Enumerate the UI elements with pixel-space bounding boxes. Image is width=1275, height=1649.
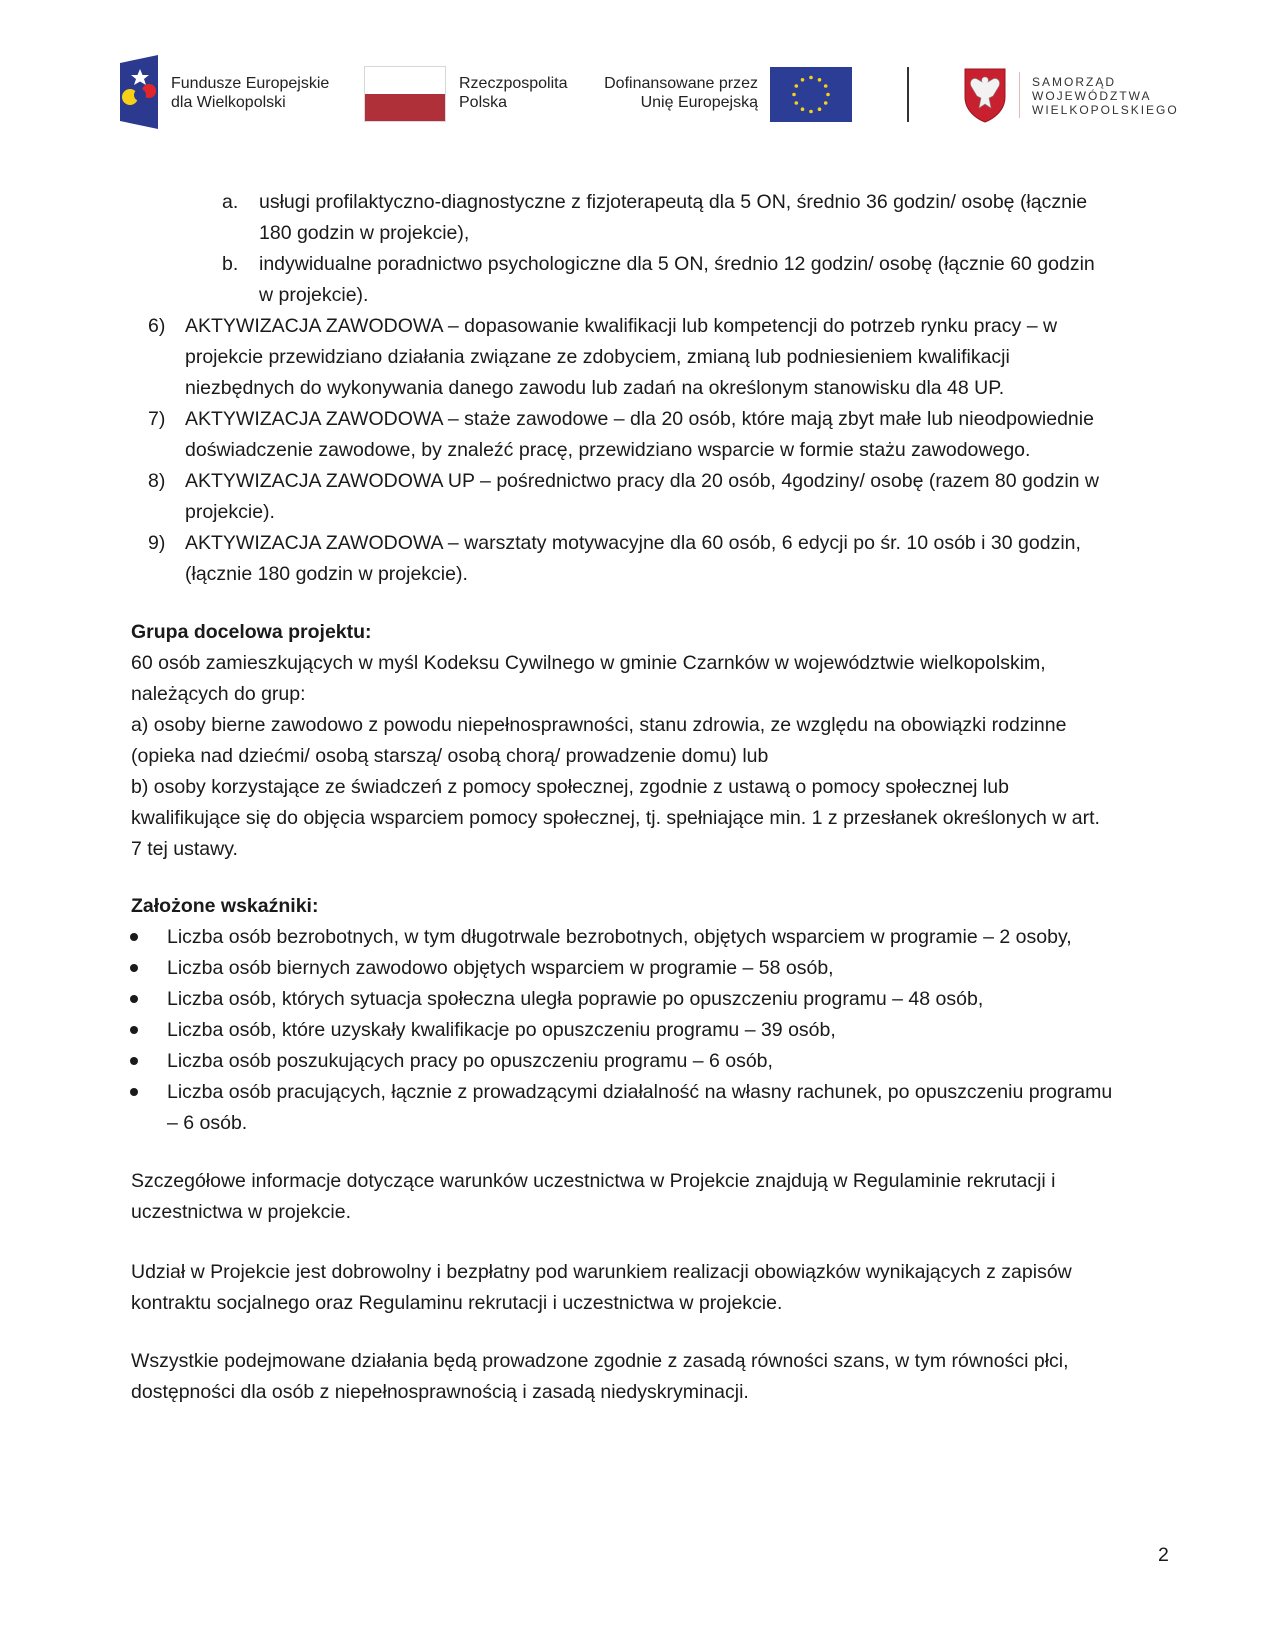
indicator-text: Liczba osób pracujących, łącznie z prowadzącymi działalność na własny rachunek, po opuszczeniu programu: [167, 1081, 1113, 1103]
indicator-text: Liczba osób bezrobotnych, w tym długotrwale bezrobotnych, objętych wsparciem w programie – 2 osoby,: [167, 926, 1072, 948]
indicators-heading: Założone wskaźniki:: [131, 895, 319, 917]
numbered-item-text: projekcie przewidziano działania związane ze zdobyciem, zmianą lub podniesieniem kwalifikacji: [185, 346, 1010, 368]
ue-label-line2: Unię Europejską: [640, 94, 758, 111]
sub-item-marker: a.: [222, 191, 239, 213]
indicator-text: Liczba osób poszukujących pracy po opuszczeniu programu – 6 osób,: [167, 1050, 773, 1072]
indicator-text: Liczba osób, które uzyskały kwalifikacje po opuszczeniu programu – 39 osób,: [167, 1019, 836, 1041]
target-group-text: 60 osób zamieszkujących w myśl Kodeksu Cywilnego w gminie Czarnków w województwie wielkopolskim,: [131, 652, 1046, 674]
sub-item-text: 180 godzin w projekcie),: [259, 222, 470, 244]
bullet-icon: [130, 995, 138, 1003]
numbered-item-marker: 6): [148, 315, 166, 337]
sub-item-marker: b.: [222, 253, 239, 275]
target-group-text: b) osoby korzystające ze świadczeń z pomocy społecznej, zgodnie z ustawą o pomocy społecznej lub: [131, 776, 1009, 798]
indicator-text: – 6 osób.: [167, 1112, 248, 1134]
numbered-item-marker: 9): [148, 532, 166, 554]
numbered-item-text: niezbędnych do wykonywania danego zawodu lub zadań na określonym stanowisku dla 48 UP.: [185, 377, 1005, 399]
target-group-text: 7 tej ustawy.: [131, 838, 238, 860]
indicator-text: Liczba osób, których sytuacja społeczna uległa poprawie po opuszczeniu programu – 48 osób,: [167, 988, 984, 1010]
bullet-icon: [130, 933, 138, 941]
numbered-item-text: (łącznie 180 godzin w projekcie).: [185, 563, 468, 585]
wielkopolska-crest-icon: [963, 67, 1007, 123]
ue-label-line1: Dofinansowane przez: [604, 75, 758, 92]
sub-item-text: usługi profilaktyczno-diagnostyczne z fizjoterapeutą dla 5 ON, średnio 36 godzin/ osobę (łącznie: [259, 191, 1088, 213]
indicator-text: Liczba osób biernych zawodowo objętych wsparciem w programie – 58 osób,: [167, 957, 834, 979]
page-header: [0, 0, 1275, 140]
bullet-icon: [130, 1088, 138, 1096]
fe-label-line2: dla Wielkopolski: [171, 94, 286, 111]
target-group-text: kwalifikujące się do objęcia wsparciem pomocy społecznej, tj. spełniające min. 1 z przesłanek określonych w art.: [131, 807, 1100, 829]
paragraph-text: dostępności dla osób z niepełnosprawnością i zasadą niedyskryminacji.: [131, 1381, 749, 1403]
paragraph-text: Wszystkie podejmowane działania będą prowadzone zgodnie z zasadą równości szans, w tym równości płci,: [131, 1350, 1069, 1372]
target-group-heading: Grupa docelowa projektu:: [131, 621, 372, 643]
rp-label-line2: Polska: [459, 94, 508, 111]
page-number: 2: [1158, 1544, 1169, 1566]
polish-flag-icon: [364, 66, 446, 122]
target-group-text: (opieka nad dziećmi/ osobą starszą/ osobą chorą/ prowadzenie domu) lub: [131, 745, 769, 767]
rzeczpospolita-polska-label: [459, 74, 568, 112]
numbered-item-text: doświadczenie zawodowe, by znaleźć pracę, przewidziano wsparcie w formie stażu zawodowego.: [185, 439, 1031, 461]
eu-flag-icon: [770, 67, 852, 122]
bullet-icon: [130, 964, 138, 972]
fe-label-line1: Fundusze Europejskie: [171, 75, 330, 92]
bullet-icon: [130, 1026, 138, 1034]
sw-label-line1: SAMORZĄD: [1032, 75, 1117, 89]
paragraph-text: Szczegółowe informacje dotyczące warunków uczestnictwa w Projekcie znajdują w Regulaminie rekrutacji i: [131, 1170, 1056, 1192]
numbered-item-text: AKTYWIZACJA ZAWODOWA – dopasowanie kwalifikacji lub kompetencji do potrzeb rynku pracy – w: [185, 315, 1058, 337]
sw-label-line3: WIELKOPOLSKIEGO: [1032, 103, 1179, 117]
samorzad-wojewodztwa-label: [1032, 75, 1179, 117]
fundusze-europejskie-label: [171, 74, 329, 112]
target-group-text: należących do grup:: [131, 683, 306, 705]
crest-divider: [1019, 72, 1020, 118]
numbered-item-text: AKTYWIZACJA ZAWODOWA – staże zawodowe – dla 20 osób, które mają zbyt małe lub nieodpowiednie: [185, 408, 1094, 430]
numbered-item-marker: 8): [148, 470, 166, 492]
numbered-item-text: projekcie).: [185, 501, 275, 523]
eu-cofunding-label: [596, 74, 758, 112]
sub-item-text: w projekcie).: [259, 284, 369, 306]
fundusze-europejskie-logo-icon: [120, 55, 158, 129]
sw-label-line2: WOJEWÓDZTWA: [1032, 89, 1152, 103]
paragraph-text: Udział w Projekcie jest dobrowolny i bezpłatny pod warunkiem realizacji obowiązków wynikających z zapisów: [131, 1261, 1072, 1283]
header-divider: [907, 67, 909, 122]
numbered-item-text: AKTYWIZACJA ZAWODOWA UP – pośrednictwo pracy dla 20 osób, 4godziny/ osobę (razem 80 godzin w: [185, 470, 1099, 492]
numbered-item-text: AKTYWIZACJA ZAWODOWA – warsztaty motywacyjne dla 60 osób, 6 edycji po śr. 10 osób i 30 godzin,: [185, 532, 1081, 554]
target-group-text: a) osoby bierne zawodowo z powodu niepełnosprawności, stanu zdrowia, ze względu na obowiązki rodzinne: [131, 714, 1067, 736]
numbered-item-marker: 7): [148, 408, 166, 430]
paragraph-text: kontraktu socjalnego oraz Regulaminu rekrutacji i uczestnictwa w projekcie.: [131, 1292, 783, 1314]
sub-item-text: indywidualne poradnictwo psychologiczne dla 5 ON, średnio 12 godzin/ osobę (łącznie 60 godzin: [259, 253, 1095, 275]
rp-label-line1: Rzeczpospolita: [459, 75, 568, 92]
paragraph-text: uczestnictwa w projekcie.: [131, 1201, 352, 1223]
bullet-icon: [130, 1057, 138, 1065]
